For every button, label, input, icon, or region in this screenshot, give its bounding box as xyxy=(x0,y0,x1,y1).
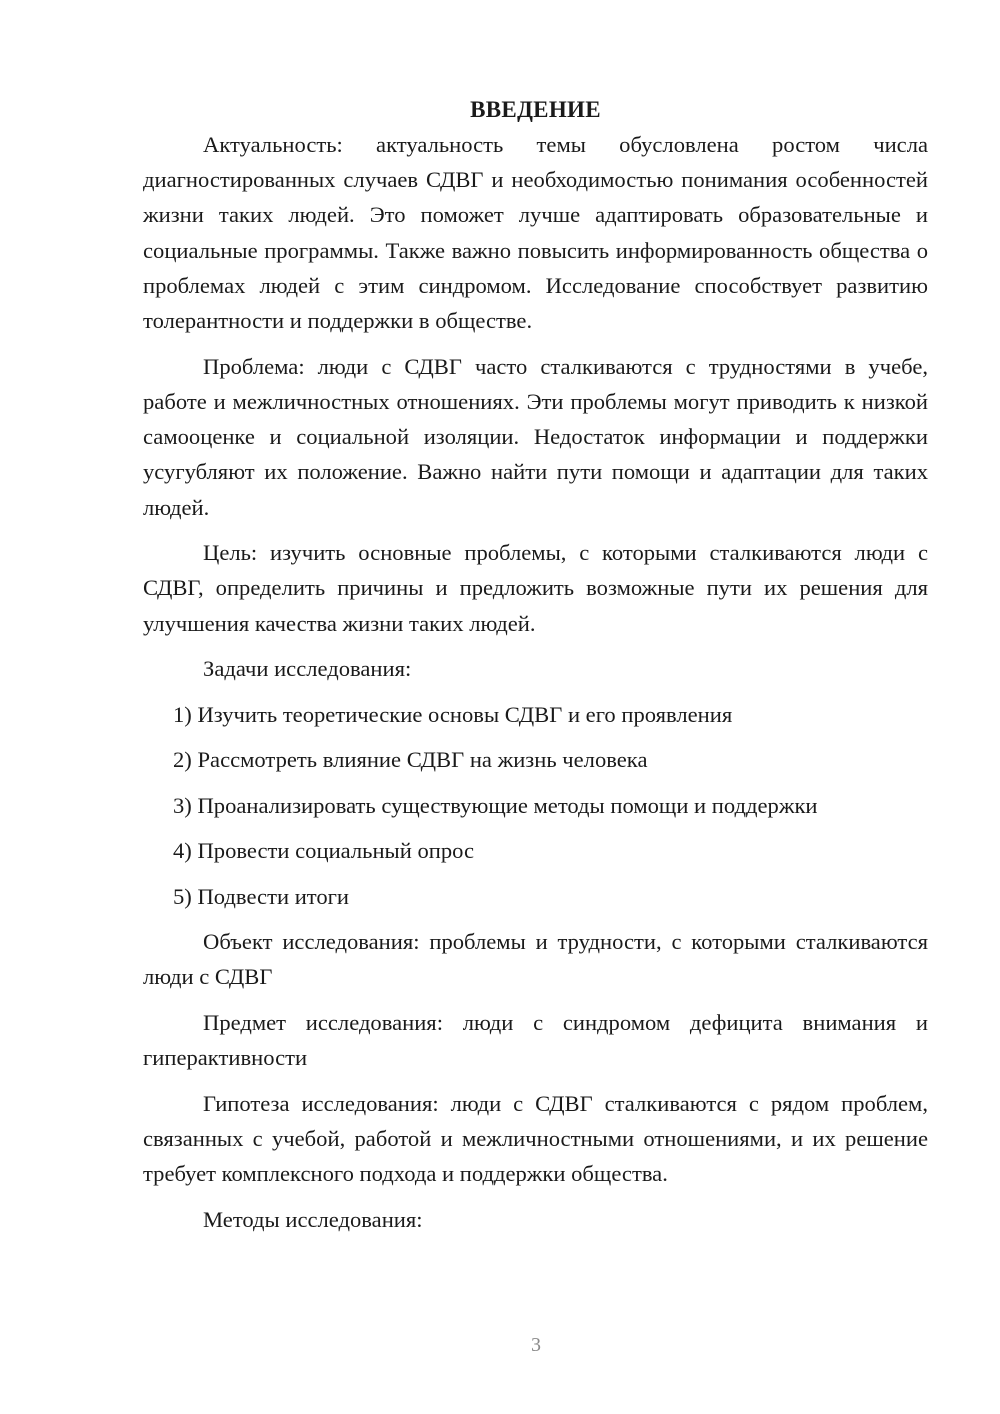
relevance-paragraph: Актуальность: актуальность темы обусловлена ростом числа диагностированных случаев СДВГ и необходимостью понимания особенностей жизни таких людей. Это поможет лучше адаптировать образовательные и социальные программы. Также важно повысить информированность общества о проблемах людей с этим синдромом. Исследование способствует развитию толерантности и поддержки в обществе. xyxy=(143,132,928,334)
object-paragraph: Объект исследования: проблемы и трудности, с которыми сталкиваются люди с СДВГ xyxy=(143,929,928,990)
document-page xyxy=(143,92,928,1248)
methods-heading: Методы исследования: xyxy=(203,1206,423,1232)
list-item: 1) Изучить теоретические основы СДВГ и его проявления xyxy=(173,702,733,728)
goal-paragraph: Цель: изучить основные проблемы, с которыми сталкиваются люди с СДВГ, определить причины и предложить возможные пути их решения для улучшения качества жизни таких людей. xyxy=(143,540,928,636)
list-item: 2) Рассмотреть влияние СДВГ на жизнь человека xyxy=(173,747,648,773)
list-item: 3) Проанализировать существующие методы помощи и поддержки xyxy=(173,792,818,818)
list-item: 4) Провести социальный опрос xyxy=(173,838,475,864)
list-item: 5) Подвести итоги xyxy=(173,883,350,909)
tasks-list xyxy=(143,697,928,914)
hypothesis-paragraph: Гипотеза исследования: люди с СДВГ сталкиваются с рядом проблем, связанных с учебой, работой и межличностными отношениями, и их решение требует комплексного подхода и поддержки общества. xyxy=(143,1090,928,1187)
subject-paragraph: Предмет исследования: люди с синдромом дефицита внимания и гиперактивности xyxy=(143,1009,928,1071)
page-number: 3 xyxy=(531,1334,541,1356)
page-title: ВВЕДЕНИЕ xyxy=(470,97,601,122)
tasks-heading: Задачи исследования: xyxy=(203,656,412,682)
problem-paragraph: Проблема: люди с СДВГ часто сталкиваются с трудностями в учебе, работе и межличностных отношениях. Эти проблемы могут приводить к низкой самооценке и социальной изоляции. Недостаток информации и поддержки усугубляют их положение. Важно найти пути помощи и адаптации для таких людей. xyxy=(143,353,928,520)
